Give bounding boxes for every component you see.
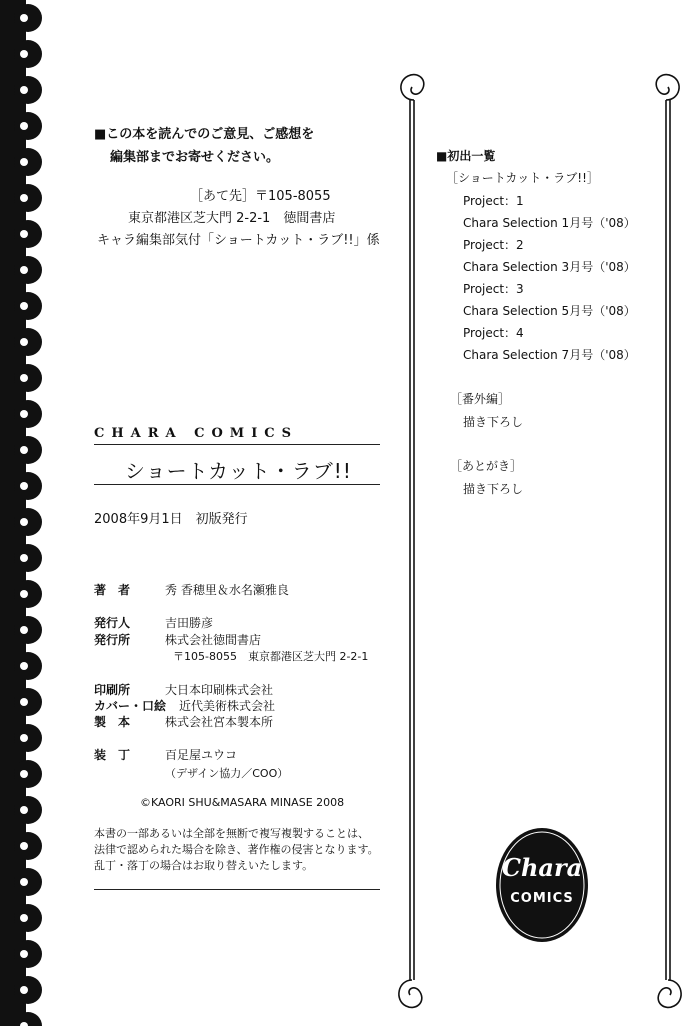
first-appearance-heading: ■初出一覧 xyxy=(436,149,496,163)
printer-value: 大日本印刷株式会社 xyxy=(165,683,274,697)
publisher-label: 発行所 xyxy=(94,633,131,647)
printer-label: 印刷所 xyxy=(94,683,131,697)
cover-value: 近代美術株式会社 xyxy=(179,699,276,713)
appearance-item: Project：1 xyxy=(463,194,524,208)
section-afterword-title: ［あとがき］ xyxy=(450,459,523,473)
binding-label: 製 本 xyxy=(94,715,131,729)
notice-line-2: 法律で認められた場合を除き、著作権の侵害となります。 xyxy=(94,843,379,856)
notice-line-1: 本書の一部あるいは全部を無断で複写複製することは、 xyxy=(94,827,369,840)
appearance-item: Chara Selection 5月号（'08） xyxy=(463,304,636,318)
ornament-left-scroll xyxy=(382,60,446,1020)
appearance-item: Project：4 xyxy=(463,326,524,340)
feedback-line-1: ■この本を読んでのご意見、ご感想を xyxy=(94,127,315,142)
address-line-1: ［あて先］〒105-8055 xyxy=(190,189,331,204)
copyright: ©KAORI SHU&MASARA MINASE 2008 xyxy=(140,796,345,809)
logo-word-comics: COMICS xyxy=(510,891,574,906)
publisher-value: 株式会社徳間書店 xyxy=(165,633,262,647)
address-line-2: 東京都港区芝大門 2-2-1 徳間書店 xyxy=(128,211,336,226)
lace-border xyxy=(0,0,48,1026)
section-afterword-item: 描き下ろし xyxy=(463,482,524,496)
divider-title xyxy=(94,484,380,485)
appearance-item: Project：3 xyxy=(463,282,524,296)
chara-comics-logo xyxy=(494,826,590,944)
series-name: CHARA COMICS xyxy=(94,426,299,441)
design-note: （デザイン協力／COO） xyxy=(165,767,289,780)
appearance-item: Chara Selection 3月号（'08） xyxy=(463,260,636,274)
design-value: 百足屋ユウコ xyxy=(165,748,238,762)
publisher-address: 〒105-8055 東京都港区芝大門 2-2-1 xyxy=(173,650,369,663)
appearance-item: Chara Selection 7月号（'08） xyxy=(463,348,636,362)
author-value: 秀 香穂里＆水名瀬雅良 xyxy=(165,583,289,597)
author-label: 著 者 xyxy=(94,583,131,597)
design-label: 装 丁 xyxy=(94,748,131,762)
section-extra-item: 描き下ろし xyxy=(463,415,524,429)
appearance-item: Project：2 xyxy=(463,238,524,252)
publication-date: 2008年9月1日 初版発行 xyxy=(94,512,248,527)
binding-value: 株式会社宮本製本所 xyxy=(165,715,274,729)
publisher-person-label: 発行人 xyxy=(94,616,131,630)
book-title: ショートカット・ラブ!! xyxy=(125,459,352,483)
address-line-3: キャラ編集部気付「ショートカット・ラブ!!」係 xyxy=(97,233,380,248)
ornament-right-scroll xyxy=(636,60,700,1020)
appearance-item: Chara Selection 1月号（'08） xyxy=(463,216,636,230)
feedback-line-2: 編集部までお寄せください。 xyxy=(110,150,280,165)
section-extra-title: ［番外編］ xyxy=(450,392,511,406)
cover-label: カバー・口絵 xyxy=(94,699,167,713)
divider-series xyxy=(94,444,380,445)
logo-word-chara: Chara xyxy=(501,853,583,882)
divider-bottom xyxy=(94,889,380,890)
notice-line-3: 乱丁・落丁の場合はお取り替えいたします。 xyxy=(94,859,314,872)
section-main-title: ［ショートカット・ラブ!!］ xyxy=(446,171,599,185)
publisher-person-value: 吉田勝彦 xyxy=(165,616,214,630)
